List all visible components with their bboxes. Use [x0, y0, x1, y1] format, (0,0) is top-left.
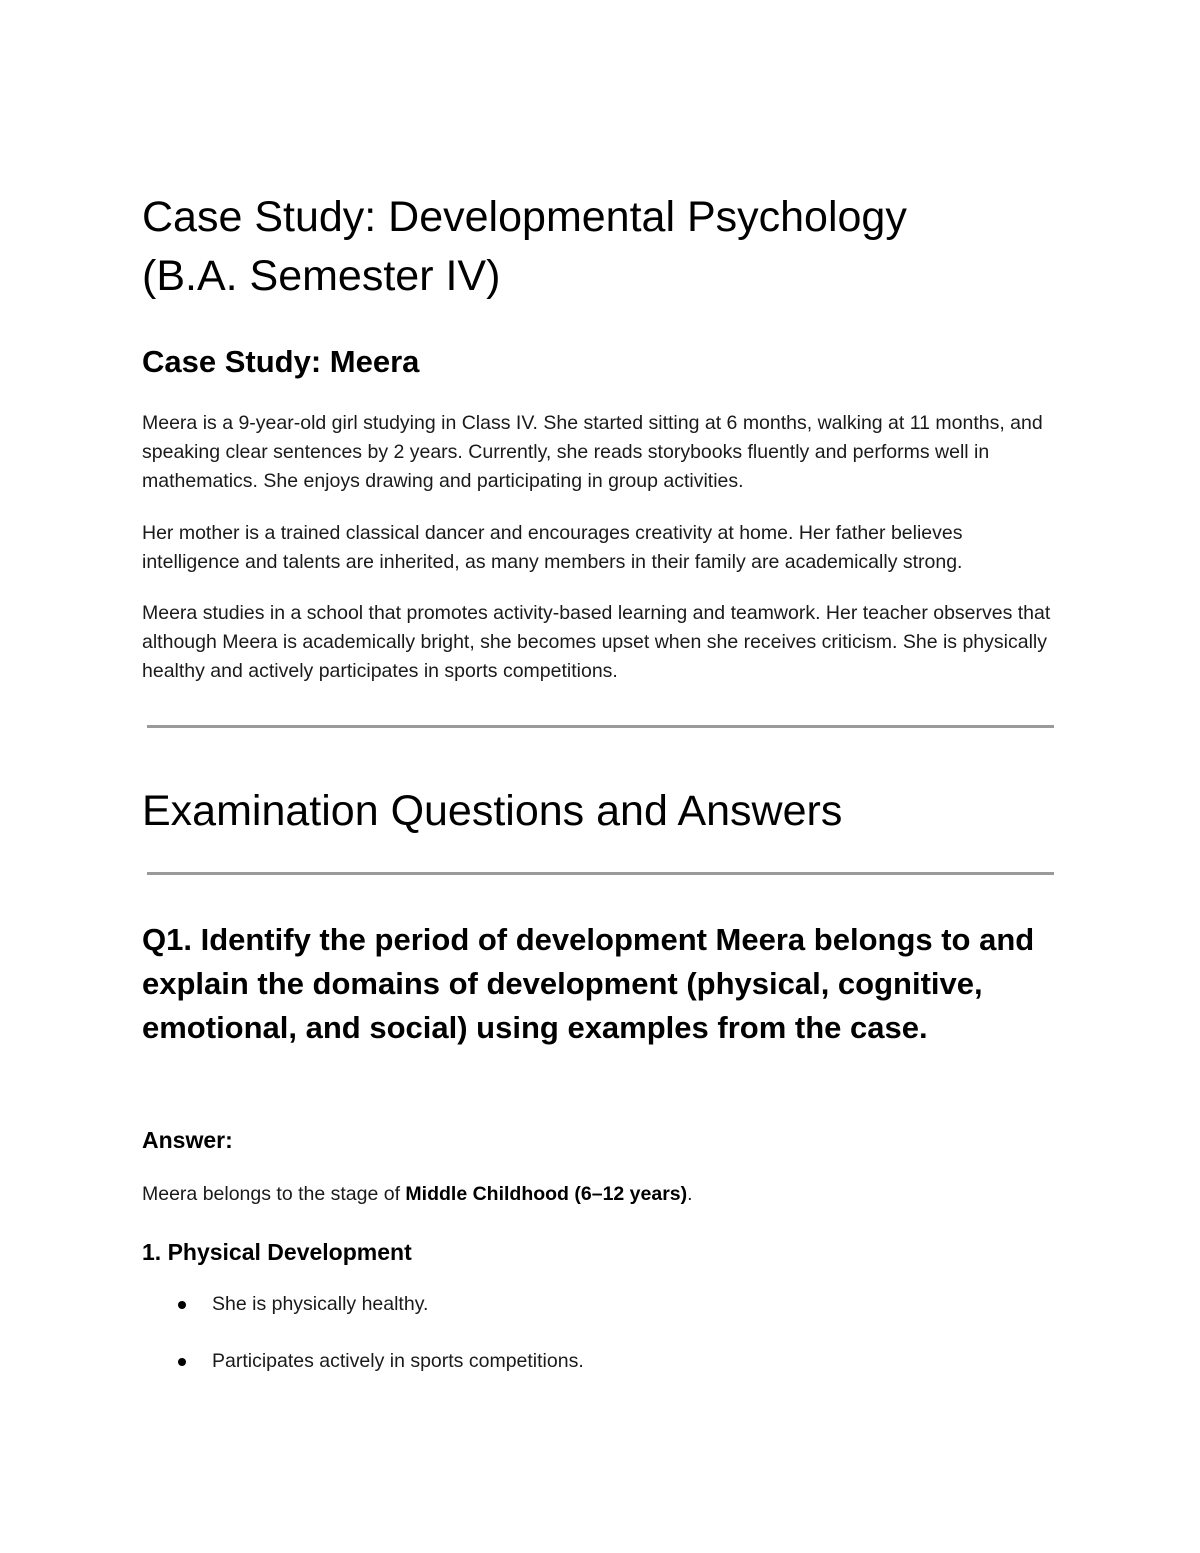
answer-intro-emphasis: Middle Childhood (6–12 years) — [405, 1183, 688, 1205]
answer-intro — [142, 1180, 693, 1209]
case-study-heading: Case Study: Meera — [142, 344, 420, 379]
answer-intro-suffix: . — [687, 1183, 693, 1205]
physical-development-list — [142, 1290, 584, 1404]
bullet-icon — [178, 1301, 186, 1309]
examination-heading: Examination Questions and Answers — [142, 787, 843, 835]
list-item — [142, 1290, 584, 1347]
answer-label: Answer: — [142, 1127, 233, 1153]
document-title-line-1: Case Study: Developmental Psychology — [142, 193, 907, 241]
bullet-icon — [178, 1358, 186, 1366]
horizontal-divider — [147, 725, 1054, 728]
question-1: Q1. Identify the period of development Meera belongs to and explain the domains of development (physical, cognitive, emotional, and social) using examples from the case. — [142, 922, 1035, 1045]
document-title — [142, 188, 1042, 306]
list-item-text: Participates actively in sports competitions. — [212, 1350, 584, 1372]
horizontal-divider — [147, 872, 1054, 875]
case-paragraph-3: Meera studies in a school that promotes activity-based learning and teamwork. Her teacher observes that although Meera is academically bright, she becomes upset when she receives criticism. She is physically healthy and actively participates in sports competitions. — [142, 602, 1051, 682]
case-paragraph-2: Her mother is a trained classical dancer and encourages creativity at home. Her father believes intelligence and talents are inherited, as many members in their family are academically strong. — [142, 522, 963, 573]
case-paragraph-1: Meera is a 9-year-old girl studying in Class IV. She started sitting at 6 months, walking at 11 months, and speaking clear sentences by 2 years. Currently, she reads storybooks fluently and performs well in mathematics. She enjoys drawing and participating in group activities. — [142, 412, 1043, 492]
physical-development-heading: 1. Physical Development — [142, 1239, 412, 1265]
list-item-text: She is physically healthy. — [212, 1293, 429, 1315]
list-item — [142, 1347, 584, 1404]
document-title-line-2: (B.A. Semester IV) — [142, 252, 501, 300]
answer-intro-prefix: Meera belongs to the stage of — [142, 1183, 406, 1205]
